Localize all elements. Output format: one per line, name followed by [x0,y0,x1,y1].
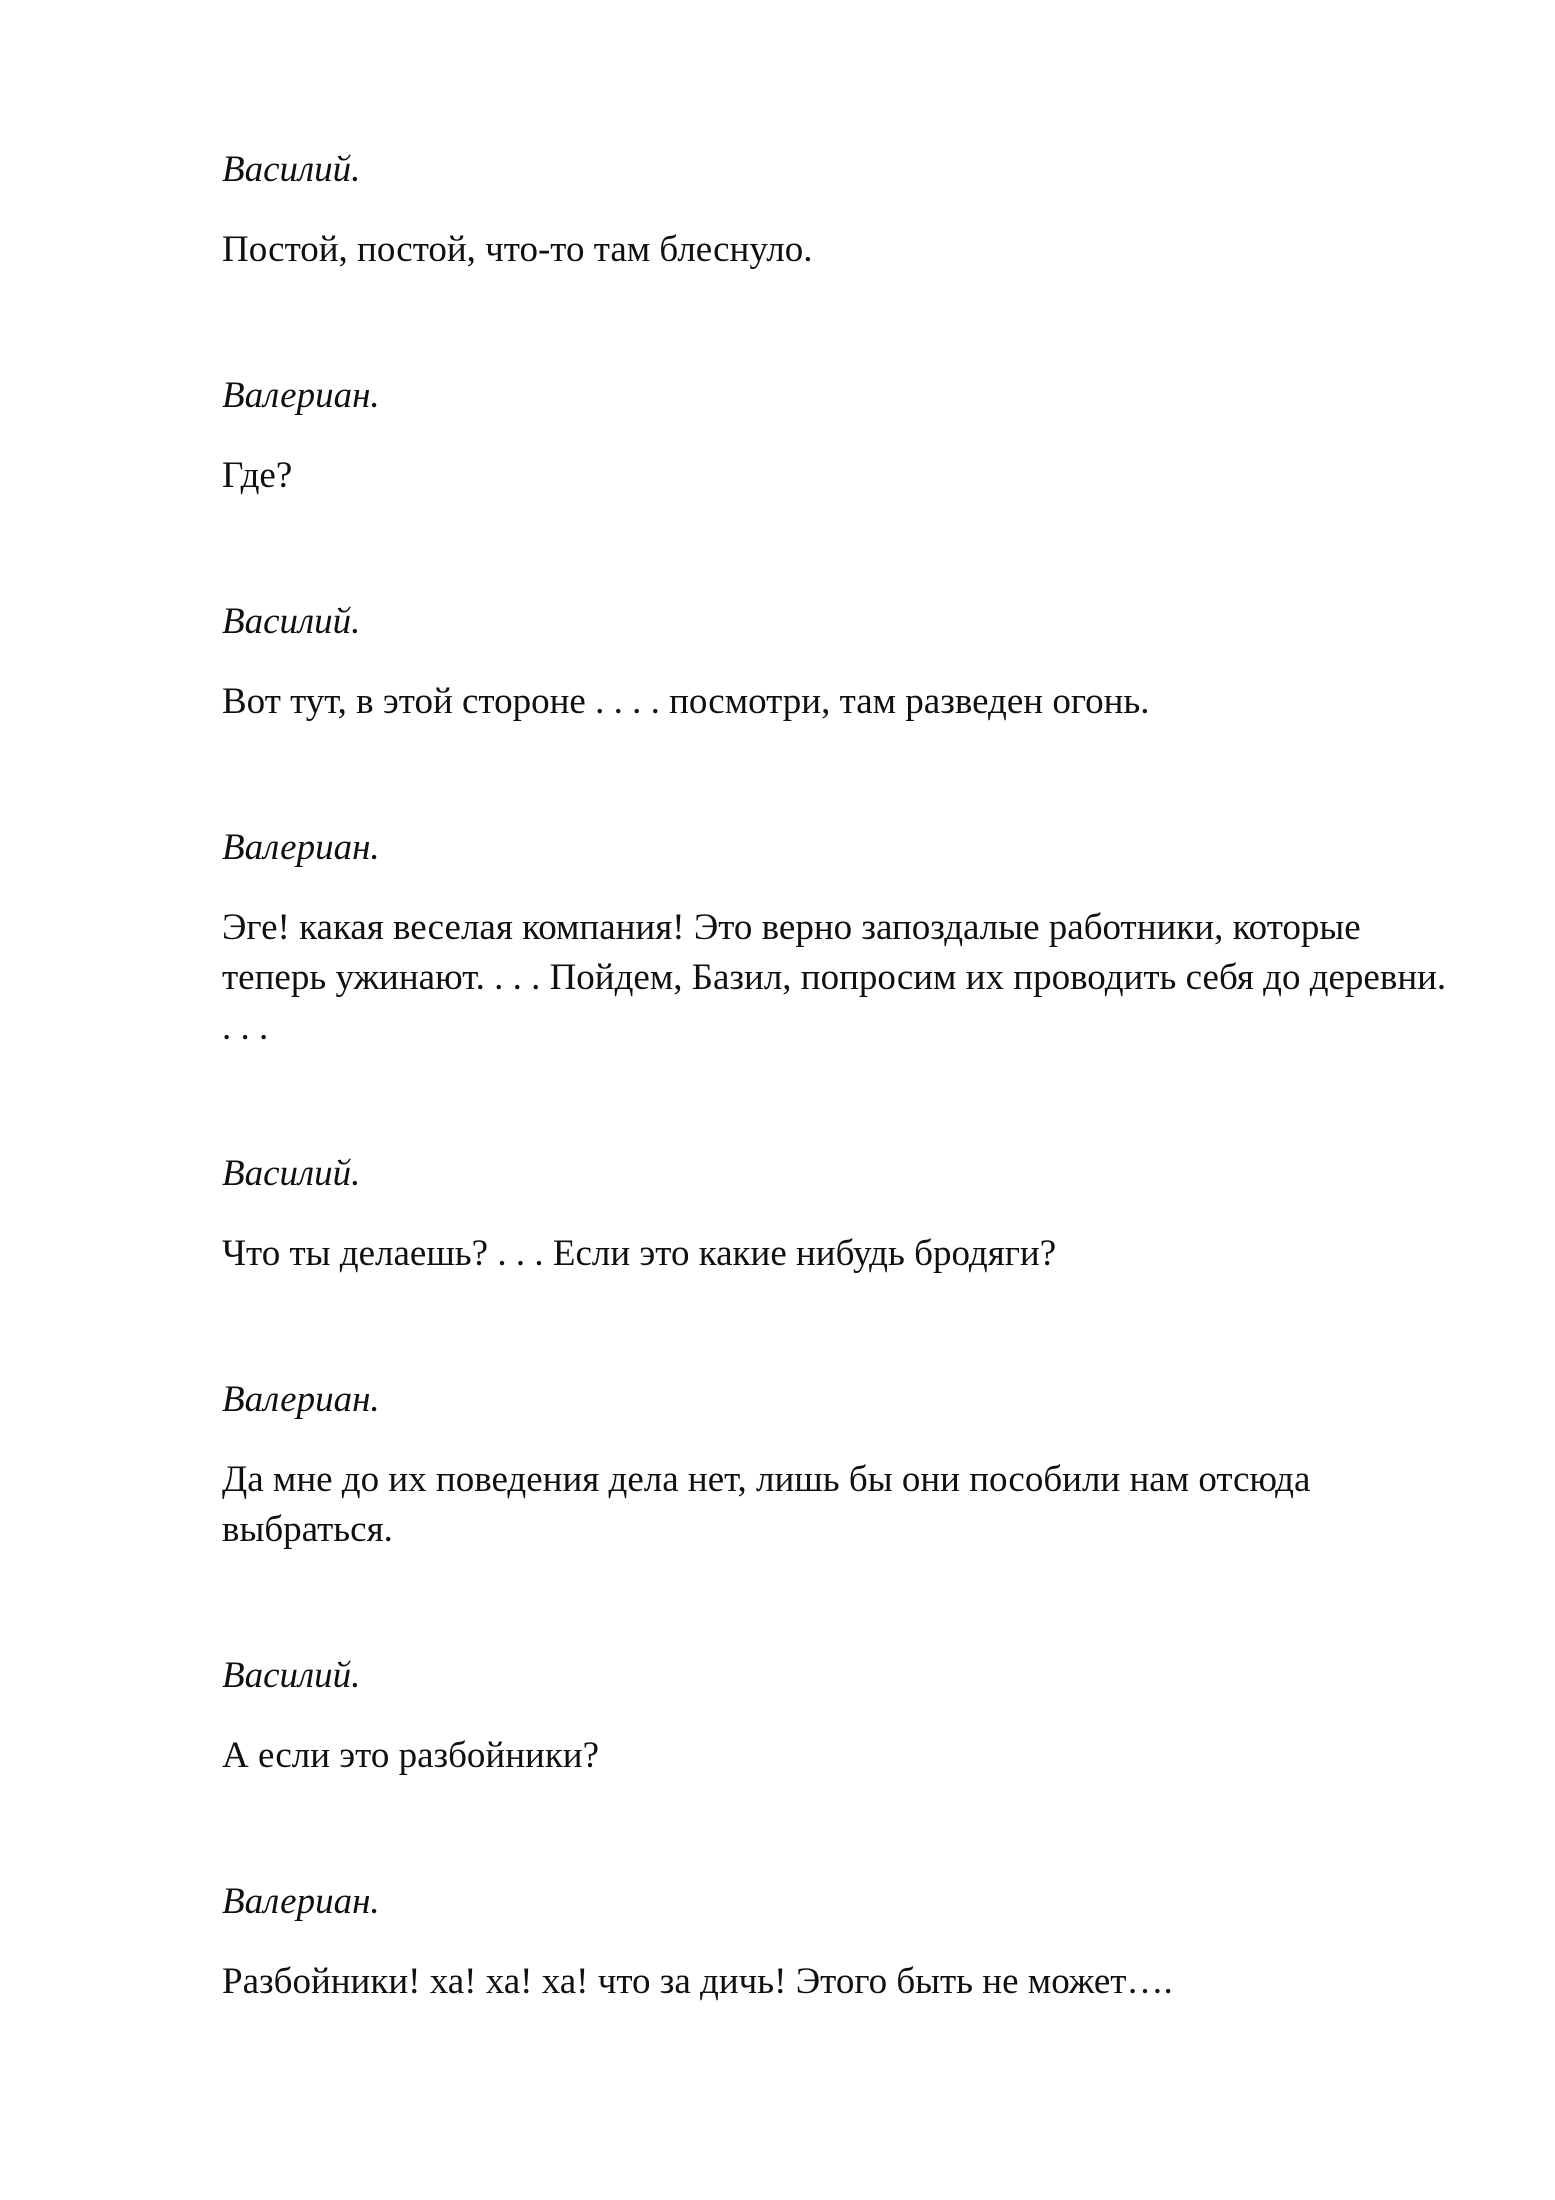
speech-line: Да мне до их поведения дела нет, лишь бы они пособили нам отсюда [222,1459,1311,1500]
speaker-name: Василий. [222,601,361,642]
speech-line: Что ты делаешь? . . . Если это какие нибудь бродяги? [222,1233,1057,1274]
speech-block [222,823,1447,1053]
speech-line: А если это разбойники? [222,1735,600,1776]
speaker-name: Василий. [222,1655,361,1696]
speaker-name: Валериан. [222,1881,380,1922]
speech-block [222,597,1440,727]
speaker-name: Василий. [222,149,361,190]
speaker-name: Валериан. [222,375,380,416]
speech-line: Где? [222,455,293,496]
speech-line: Постой, постой, что-то там блеснуло. [222,229,813,270]
speech-block [222,1877,1440,2007]
speech-block [222,371,1440,501]
speech-line: Вот тут, в этой стороне . . . . посмотри, там разведен огонь. [222,681,1150,722]
speech-line: Эге! какая веселая компания! Это верно запоздалые работники, которые [222,907,1361,948]
speaker-name: Валериан. [222,1379,380,1420]
speech-line: теперь ужинают. . . . Пойдем, Базил, попросим их проводить себя до деревни. [222,957,1447,998]
speaker-name: Валериан. [222,827,380,868]
speech-block [222,1651,1440,1781]
speech-line: выбраться. [222,1509,393,1550]
speech-block [222,1375,1440,1555]
dialogue-blocks [222,145,1447,2007]
speaker-name: Василий. [222,1153,361,1194]
speech-block [222,145,1440,275]
speech-line: Разбойники! ха! ха! ха! что за дичь! Этого быть не может…. [222,1961,1173,2002]
speech-line: . . . [222,1007,269,1048]
speech-block [222,1149,1440,1279]
